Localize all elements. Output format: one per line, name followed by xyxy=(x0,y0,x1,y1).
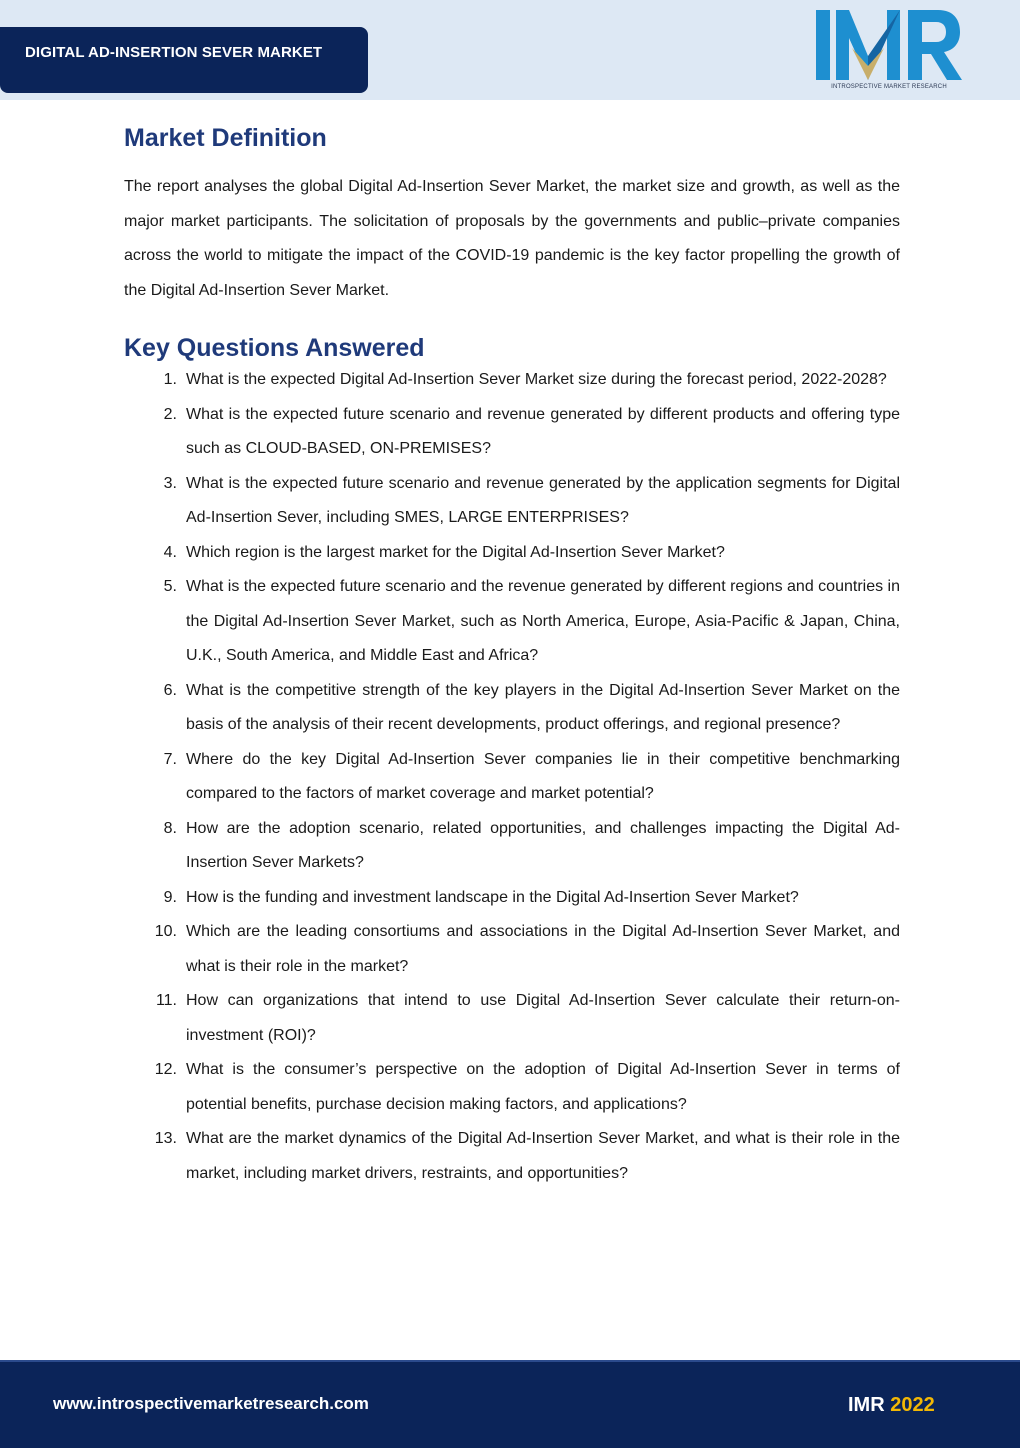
key-questions-heading: Key Questions Answered xyxy=(124,334,425,362)
list-text: What is the expected future scenario and revenue generated by different products and offering type such as CLOUD-BASED, ON-PREMISES? xyxy=(186,405,900,457)
list-number: 5. xyxy=(163,578,177,595)
list-item xyxy=(124,881,900,916)
list-number: 9. xyxy=(163,888,177,906)
list-text: What is the expected future scenario and revenue generated by the application segments for Digital Ad-Insertion Sever, including SMES, LARGE ENTERPRISES? xyxy=(186,474,900,526)
footer-brand-name: IMR xyxy=(848,1394,885,1416)
list-item xyxy=(124,398,900,467)
list-text: Which region is the largest market for the Digital Ad-Insertion Sever Market? xyxy=(186,543,725,561)
list-text: How is the funding and investment landscape in the Digital Ad-Insertion Sever Market? xyxy=(186,888,799,906)
list-number: 11. xyxy=(155,992,177,1009)
list-number: 3. xyxy=(163,474,177,492)
list-text: What is the expected Digital Ad-Insertion Sever Market size during the forecast period, 2022-2028? xyxy=(186,371,887,388)
list-item xyxy=(124,743,900,812)
list-item xyxy=(124,1053,900,1122)
list-item xyxy=(124,467,900,536)
list-text: Where do the key Digital Ad-Insertion Sever companies lie in their competitive benchmarking compared to the factors of market coverage and market potential? xyxy=(186,750,900,802)
list-number: 13. xyxy=(154,1130,177,1147)
report-title-banner xyxy=(0,27,368,93)
footer-bar xyxy=(0,1360,1020,1448)
market-definition-heading: Market Definition xyxy=(124,124,327,152)
imr-logo xyxy=(812,8,964,94)
list-number: 7. xyxy=(163,750,177,768)
list-number: 8. xyxy=(163,819,177,837)
key-questions-list xyxy=(124,363,900,1191)
list-text: What is the consumer’s perspective on the adoption of Digital Ad-Insertion Sever in terms of potential benefits, purchase decision making factors, and applications? xyxy=(186,1061,900,1113)
list-number: 12. xyxy=(154,1061,177,1078)
list-item xyxy=(124,915,900,984)
list-text: What is the expected future scenario and the revenue generated by different regions and countries in the Digital Ad-Insertion Sever Market, such as North America, Europe, Asia-Pacific & Japan, China, U.K., South America, and Middle East and Africa? xyxy=(186,578,900,664)
list-number: 2. xyxy=(163,405,177,423)
list-text: How are the adoption scenario, related opportunities, and challenges impacting the Digital Ad-Insertion Sever Markets? xyxy=(186,819,900,871)
footer-year: 2022 xyxy=(890,1394,935,1416)
list-text: What are the market dynamics of the Digital Ad-Insertion Sever Market, and what is their role in the market, including market drivers, restraints, and opportunities? xyxy=(186,1130,900,1182)
list-item xyxy=(124,812,900,881)
list-text: How can organizations that intend to use Digital Ad-Insertion Sever calculate their return-on-investment (ROI)? xyxy=(186,992,900,1044)
market-definition-paragraph: The report analyses the global Digital Ad-Insertion Sever Market, the market size and growth, as well as the major market participants. The solicitation of proposals by the governments and public–private companies across the world to mitigate the impact of the COVID-19 pandemic is the key factor propelling the growth of the Digital Ad-Insertion Sever Market. xyxy=(124,178,900,299)
footer-brand xyxy=(848,1394,935,1417)
list-number: 1. xyxy=(163,371,177,388)
list-number: 10. xyxy=(154,923,177,940)
list-item xyxy=(124,570,900,674)
list-number: 4. xyxy=(163,543,177,561)
list-item xyxy=(124,536,900,571)
list-item xyxy=(124,363,900,398)
list-text: Which are the leading consortiums and associations in the Digital Ad-Insertion Sever Market, and what is their role in the market? xyxy=(186,923,900,975)
website-link[interactable]: www.introspectivemarketresearch.com xyxy=(53,1394,369,1413)
logo-tagline: INTROSPECTIVE MARKET RESEARCH xyxy=(831,84,947,90)
list-item xyxy=(124,674,900,743)
list-number: 6. xyxy=(163,681,177,699)
list-text: What is the competitive strength of the key players in the Digital Ad-Insertion Sever Market on the basis of the analysis of their recent developments, product offerings, and regional presence? xyxy=(186,681,900,733)
list-item xyxy=(124,1122,900,1191)
report-title: DIGITAL AD-INSERTION SEVER MARKET xyxy=(25,44,323,61)
list-item xyxy=(124,984,900,1053)
